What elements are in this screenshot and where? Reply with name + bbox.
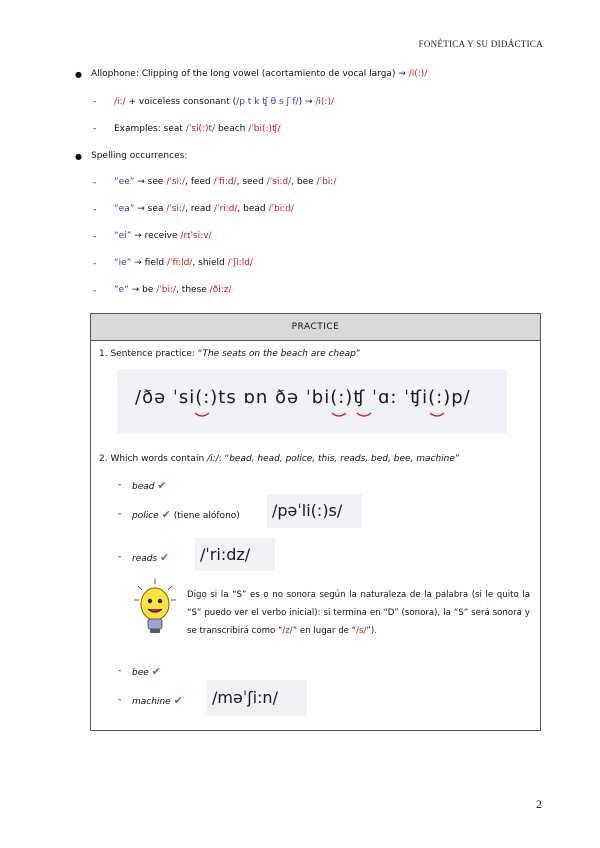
dash: -	[93, 286, 97, 296]
rule-result: /i(:)/	[315, 97, 335, 107]
answer-note: (tiene alófono)	[173, 511, 240, 521]
tip-ipa-z: /z/	[282, 626, 293, 636]
practice-box	[90, 313, 541, 731]
word: , seed	[236, 177, 264, 187]
answer-bee	[132, 665, 161, 678]
grapheme: “ee”	[114, 177, 135, 187]
ipa: /ði:z/	[209, 285, 232, 295]
rule-prefix: /i:/	[114, 97, 126, 107]
dash: -	[118, 480, 122, 490]
dash: -	[118, 695, 122, 705]
dash: -	[118, 666, 122, 676]
tip-text: Digo si la “S” es o no sonora según la naturaleza de la palabra (si le quito la “S” puedo ver el verbo inicial): si termina en “D” (sonora), la “S” será sonora y se transcribirá como “	[187, 590, 530, 636]
answer-word: police	[132, 511, 159, 521]
dash: -	[93, 205, 97, 215]
handwritten-reads-image	[195, 538, 275, 571]
grapheme: “e”	[114, 285, 129, 295]
word: → sea	[137, 204, 164, 214]
allophone-label: Allophone: Clipping of the long vowel (acortamiento de vocal larga) →	[91, 69, 406, 79]
q2-ipa: /i:/	[207, 454, 219, 464]
dash: -	[93, 124, 97, 134]
examples-label: Examples: seat	[114, 124, 183, 134]
q2-suffix: ”	[454, 454, 460, 464]
ipa: /ˈsi:/	[166, 204, 186, 214]
rule-end: ) →	[298, 97, 313, 107]
allophone-examples	[114, 124, 281, 134]
answer-word: machine	[132, 697, 171, 707]
q2-words: bead, head, police, this, reads, bed, bee, machine	[229, 454, 455, 464]
allophone-ipa: /i(:)/	[408, 69, 428, 79]
dash: -	[118, 552, 122, 562]
q1-sentence: The seats on the beach are cheap	[202, 349, 356, 359]
question-2	[99, 454, 460, 464]
word: , bee	[291, 177, 314, 187]
allophone-line	[91, 69, 427, 79]
checkmark-icon: ✔	[157, 479, 167, 492]
handwritten-police-image	[267, 494, 362, 528]
handwritten-police: /pəˈli(:)s/	[272, 501, 343, 520]
allophone-rule	[114, 97, 334, 107]
spelling-item-ea	[114, 204, 294, 214]
ipa: /ˈri:d/	[213, 204, 238, 214]
word: → field	[134, 258, 165, 268]
word: , feed	[185, 177, 211, 187]
spelling-item-ei	[114, 231, 212, 241]
word: → be	[131, 285, 154, 295]
practice-title: PRACTICE	[91, 314, 540, 341]
q1-suffix: ”	[355, 349, 361, 359]
ipa: /ˈbi:/	[316, 177, 337, 187]
example-1-ipa: /ˈsi(:)t/	[185, 124, 216, 134]
grapheme: “ea”	[114, 204, 135, 214]
checkmark-icon: ✔	[160, 551, 170, 564]
word: → receive	[134, 231, 178, 241]
word: , shield	[192, 258, 225, 268]
q1-prefix: 1. Sentence practice: “	[99, 349, 203, 359]
example-2-ipa: /ˈbi(:)ʧ/	[248, 124, 281, 134]
spelling-item-e	[114, 285, 232, 295]
word: → see	[137, 177, 164, 187]
dash: -	[118, 509, 122, 519]
ipa: /ˈsi:/	[166, 177, 186, 187]
answer-word: reads	[132, 554, 158, 564]
handwritten-transcription: /ðə ˈsi(:)ts ɒn ðə ˈbi(:)ʧ ˈɑ: ˈʧi(:)p/	[135, 387, 471, 408]
tip-text: ” en lugar de “	[292, 626, 357, 636]
handwritten-machine: /məˈʃi:n/	[212, 688, 278, 707]
ipa: /ˈbi:/	[156, 285, 177, 295]
red-arcs	[117, 369, 507, 433]
spelling-item-ee	[114, 177, 336, 187]
answer-police	[132, 508, 240, 521]
tip-ipa-s: /s/	[356, 626, 367, 636]
answer-word: bead	[132, 482, 155, 492]
lightbulb-icon	[133, 578, 177, 640]
tip-text: ”).	[366, 626, 377, 636]
rule-mid: + voiceless consonant (	[128, 97, 237, 107]
question-1	[99, 349, 361, 359]
grapheme: “ie”	[114, 258, 132, 268]
dash: -	[93, 97, 97, 107]
word: , bead	[237, 204, 266, 214]
ipa: /ˈʃi:ld/	[227, 258, 253, 268]
running-header: FONÉTICA Y SU DIDÁCTICA	[418, 39, 543, 49]
ipa: /ˈbi:d/	[268, 204, 294, 214]
checkmark-icon: ✔	[161, 508, 171, 521]
ipa: /rɪˈsi:v/	[180, 231, 212, 241]
word: , these	[176, 285, 207, 295]
spelling-label: Spelling occurrences:	[91, 151, 188, 161]
q2-mid: : “	[218, 454, 230, 464]
handwritten-reads: /ˈri:dz/	[200, 545, 251, 564]
handwritten-transcription-image	[117, 369, 507, 433]
bullet-dot: ●	[75, 70, 82, 79]
answer-reads	[132, 551, 169, 564]
bullet-dot: ●	[75, 152, 82, 161]
handwritten-machine-image	[207, 680, 307, 716]
spelling-item-ie	[114, 258, 253, 268]
dash: -	[93, 259, 97, 269]
answer-bead	[132, 479, 167, 492]
grapheme: “ei”	[114, 231, 132, 241]
example-2-word: beach	[217, 124, 246, 134]
q2-prefix: 2. Which words contain	[99, 454, 205, 464]
checkmark-icon: ✔	[173, 694, 183, 707]
ipa: /ˈfi:d/	[213, 177, 237, 187]
voicing-tip	[187, 586, 530, 640]
checkmark-icon: ✔	[151, 665, 161, 678]
answer-machine	[132, 694, 183, 707]
dash: -	[93, 232, 97, 242]
rule-consonants: /p t k ʧ θ s ʃ f/	[236, 97, 299, 107]
answer-word: bee	[132, 668, 149, 678]
dash: -	[93, 178, 97, 188]
ipa: /ˈsi:d/	[266, 177, 292, 187]
word: , read	[185, 204, 212, 214]
page-number: 2	[536, 797, 542, 811]
ipa: /ˈfi:ld/	[166, 258, 193, 268]
